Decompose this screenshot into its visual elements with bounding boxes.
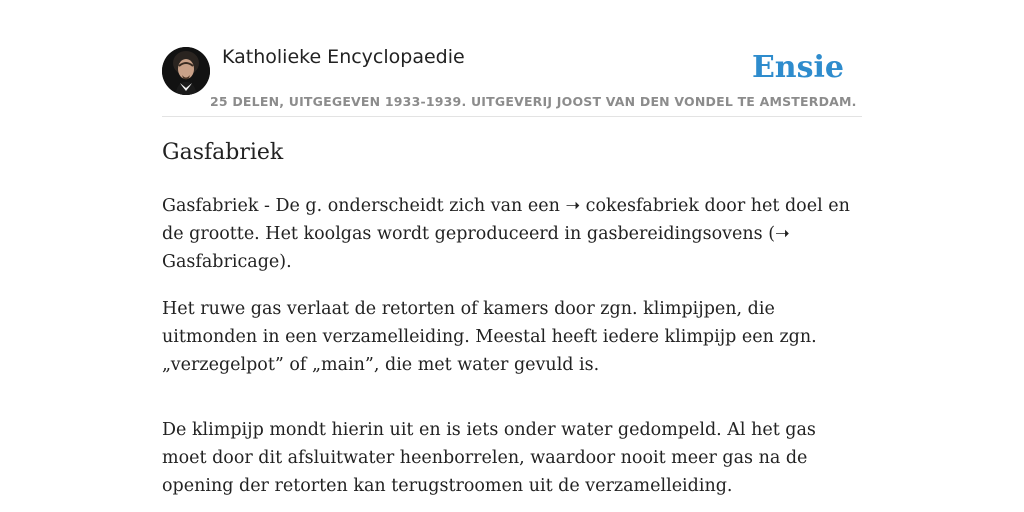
link-cokesfabriek[interactable]: ➝ cokesfabriek — [565, 196, 699, 216]
source-subtitle: 25 DELEN, UITGEGEVEN 1933-1939. UITGEVERIJ JOOST VAN DEN VONDEL TE AMSTERDAM. — [210, 94, 857, 109]
paragraph-1-text-a: Gasfabriek - De g. onderscheidt zich van een — [162, 196, 566, 216]
source-title[interactable]: Katholieke Encyclopaedie — [222, 46, 465, 68]
header — [162, 0, 862, 117]
page — [162, 0, 862, 512]
ensie-logo-link[interactable]: Ensie — [751, 50, 844, 85]
portrait-avatar[interactable] — [162, 47, 210, 95]
article-body — [162, 192, 862, 512]
paragraph-1-text-c: ). — [279, 252, 292, 272]
paragraph-3: De klimpijp mondt hierin uit en is iets onder water gedompeld. Al het gas moet door dit afsluitwater heenborrelen, waardoor nooit meer gas na de opening der retorten kan terugstroomen uit de verzamelleiding. — [162, 420, 816, 496]
link-gasfabricage[interactable]: ➝ Gasfabricage — [162, 224, 790, 272]
article-title: Gasfabriek — [162, 140, 284, 165]
paragraph-1-text-b: door het doel en de grootte. Het koolgas wordt geproduceerd in gasbereidingsovens ( — [162, 196, 850, 244]
paragraph-1 — [162, 192, 862, 276]
portrait-icon — [162, 47, 210, 95]
paragraph-2: Het ruwe gas verlaat de retorten of kamers door zgn. klimpijpen, die uitmonden in een verzamelleiding. Meestal heeft iedere klimpijp een zgn. „verzegelpot” of „main”, die met water gevuld is. — [162, 299, 817, 375]
